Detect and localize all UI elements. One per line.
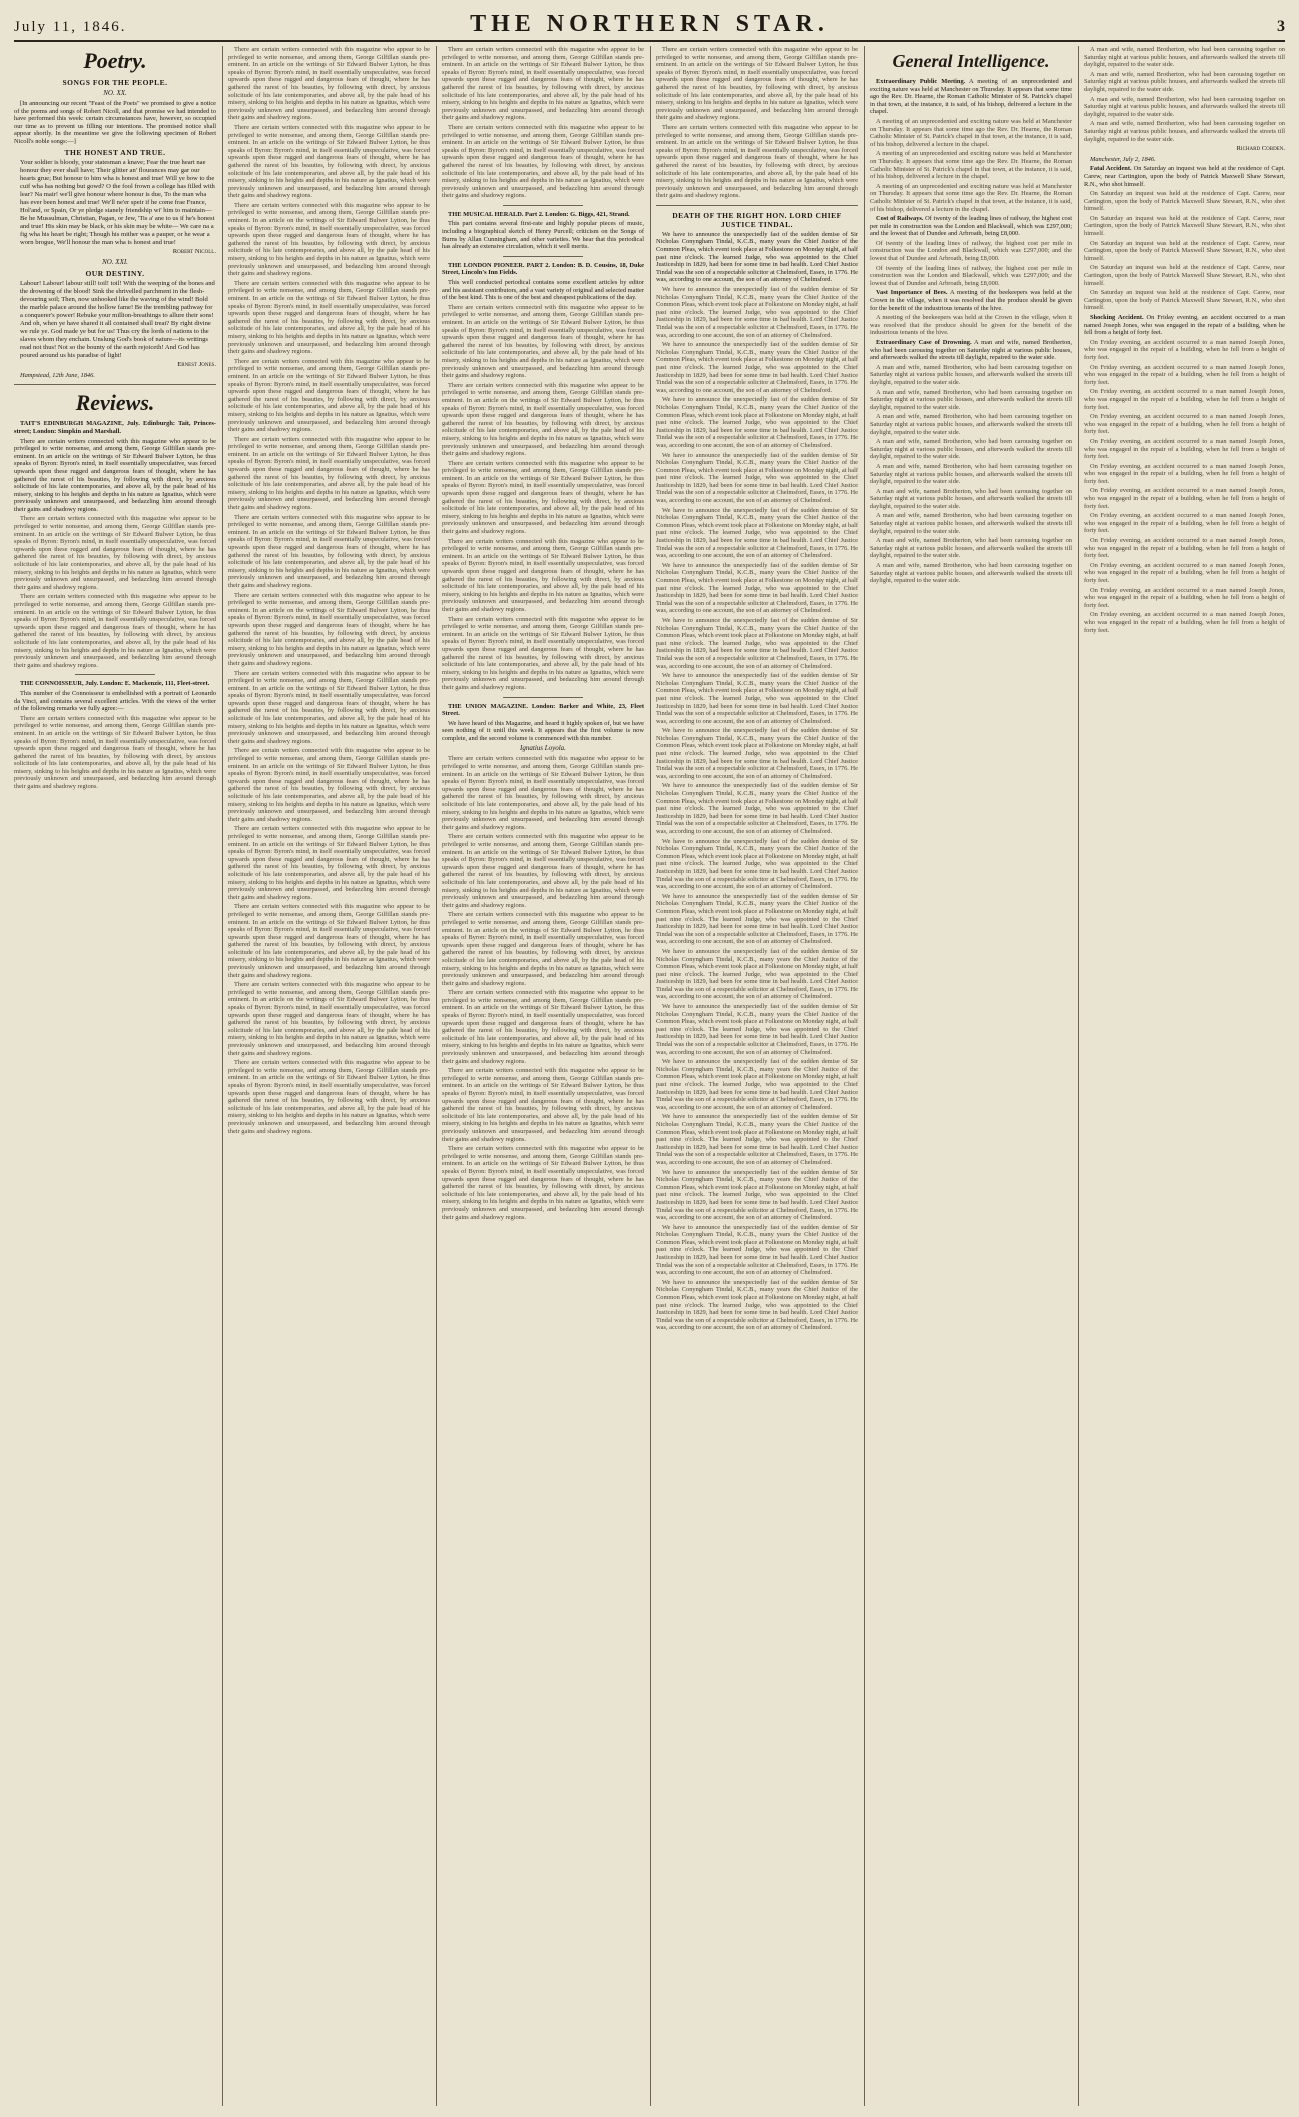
intelligence-section-title: General Intelligence. xyxy=(892,51,1050,71)
news-text: On Saturday an inquest was held at the residence of Capt. Carew, near Cartington, upon the body of Patrick Maxwell Shaw Stewart, R.N., who shot himself. xyxy=(1084,165,1285,188)
news-heading: Extraordinary Case of Drowning. xyxy=(876,339,972,346)
article-text: There are certain writers connected with this magazine who appear to be privileged to write nonsense, and among them, George Gilfillan stands pre-eminent. In an article on the writings of Sir Edward Bulwer Lytton, he thus speaks of Byron: Byron's mind, in itself essentially unspeculative, was forced upwards upon these rugged and dangerous fears of thought, where he has gathered the rarest of his beauties, by following with direct, by anxious solicitude of his late contemporaries, and above all, by the pale head of his misery, sinking to his heights and depths in his nature as Ignatius, which were previously unknown and unsurpassed, and bedazzling him around through their gains and shadowy regions. xyxy=(656,123,858,200)
tindal-heading: DEATH OF THE RIGHT HON. LORD CHIEF JUSTICE TINDAL. xyxy=(672,210,842,229)
review-text-continued: There are certain writers connected with this magazine who appear to be privileged to write nonsense, and among them, George Gilfillan stands pre-eminent. In an article on the writings of Sir Edward Bulwer Lytton, he thus speaks of Byron: Byron's mind, in itself essentially unspeculative, was forced upwards upon these rugged and dangerous fears of thought, where he has gathered the rarest of his beauties, by following with direct, by anxious solicitude of his late contemporaries, and above all, by the pale head of his misery, sinking to his heights and depths in his nature as Ignatius, which were previously unknown and unsurpassed, and bedazzling him around through their gains and shadowy regions. xyxy=(228,591,430,667)
poem-place-date: Hampstead, 12th June, 1846. xyxy=(20,371,95,379)
news-text-continued: A man and wife, named Brotherton, who had been carousing together on Saturday night at various public houses, and afterwards walked the streets till daylight, repaired to the water side. xyxy=(870,512,1072,535)
news-text-continued: A man and wife, named Brotherton, who had been carousing together on Saturday night at various public houses, and afterwards walked the streets till daylight, repaired to the water side. xyxy=(1084,70,1285,93)
poetry-series-title: SONGS FOR THE PEOPLE. xyxy=(62,78,168,87)
news-text-continued: On Friday evening, an accident occurred to a man named Joseph Jones, who was engaged in the repair of a building, when he fell from a height of forty feet. xyxy=(1084,512,1285,535)
review-text-continued: There are certain writers connected with this magazine who appear to be privileged to write nonsense, and among them, George Gilfillan stands pre-eminent. In an article on the writings of Sir Edward Bulwer Lytton, he thus speaks of Byron: Byron's mind, in itself essentially unspeculative, was forced upwards upon these rugged and dangerous fears of thought, where he has gathered the rarest of his beauties, by following with direct, by anxious solicitude of his late contemporaries, and above all, by the pale head of his misery, sinking to his heights and depths in his nature as Ignatius, which were previously unknown and unsurpassed, and bedazzling him around through their gains and shadowy regions. xyxy=(228,669,430,745)
news-text-continued: On Friday evening, an accident occurred to a man named Joseph Jones, who was engaged in the repair of a building, when he fell from a height of forty feet. xyxy=(1084,487,1285,510)
news-heading: Fatal Accident. xyxy=(1090,165,1132,173)
column-periodicals xyxy=(442,46,644,2106)
column-intelligence xyxy=(870,46,1072,2106)
review-text-continued: There are certain writers connected with this magazine who appear to be privileged to write nonsense, and among them, George Gilfillan stands pre-eminent. In an article on the writings of Sir Edward Bulwer Lytton, he thus speaks of Byron: Byron's mind, in itself essentially unspeculative, was forced upwards upon these rugged and dangerous fears of thought, where he has gathered the rarest of his beauties, by following with direct, by anxious solicitude of his late contemporaries, and above all, by the pale head of his misery, sinking to his heights and depths in his nature as Ignatius, which were previously unknown and unsurpassed, and bedazzling him around through their gains and shadowy regions. xyxy=(442,123,644,200)
review-text-continued: There are certain writers connected with this magazine who appear to be privileged to write nonsense, and among them, George Gilfillan stands pre-eminent. In an article on the writings of Sir Edward Bulwer Lytton, he thus speaks of Byron: Byron's mind, in itself essentially unspeculative, was forced upwards upon these rugged and dangerous fears of thought, where he has gathered the rarest of his beauties, by following with direct, by anxious solicitude of his late contemporaries, and above all, by the pale head of his misery, sinking to his heights and depths in his nature as Ignatius, which were previously unknown and unsurpassed, and bedazzling him around through their gains and shadowy regions. xyxy=(228,1059,430,1135)
column-tindal xyxy=(656,46,858,2106)
tindal-text-continued: We have to announce the unexpectedly fast of the sudden demise of Sir Nicholas Conyngham Tindal, K.C.B., many years the Chief Justice of the Common Pleas, which event took place at Folkestone on Monday night, at half past nine o'clock. The learned Judge, who was appointed to the Chief Justiceship in 1829, had been for some time in bad health. Lord Chief Justice Tindal was the son of a respectable solicitor at Chelmsford, Essex, in 1776. He was, according to one account, the son of an attorney of Chelmsford. xyxy=(656,1223,858,1277)
news-text-continued: A man and wife, named Brotherton, who had been carousing together on Saturday night at various public houses, and afterwards walked the streets till daylight, repaired to the water side. xyxy=(1084,120,1285,143)
news-text-continued: On Friday evening, an accident occurred to a man named Joseph Jones, who was engaged in the repair of a building, when he fell from a height of forty feet. xyxy=(1084,338,1285,361)
news-text-continued: Of twenty of the leading lines of railway, the highest cost per mile in construction was the London and Blackwall, which was £297,000; and the lowest that of Dundee and Arbroath, being £8,000. xyxy=(870,264,1072,287)
review-text-continued: There are certain writers connected with this magazine who appear to be privileged to write nonsense, and among them, George Gilfillan stands pre-eminent. In an article on the writings of Sir Edward Bulwer Lytton, he thus speaks of Byron: Byron's mind, in itself essentially unspeculative, was forced upwards upon these rugged and dangerous fears of thought, where he has gathered the rarest of his beauties, by following with direct, by anxious solicitude of his late contemporaries, and above all, by the pale head of his misery, sinking to his heights and depths in his nature as Ignatius, which were previously unknown and unsurpassed, and bedazzling him around through their gains and shadowy regions. xyxy=(442,381,644,458)
review-text-continued: There are certain writers connected with this magazine who appear to be privileged to write nonsense, and among them, George Gilfillan stands pre-eminent. In an article on the writings of Sir Edward Bulwer Lytton, he thus speaks of Byron: Byron's mind, in itself essentially unspeculative, was forced upwards upon these rugged and dangerous fears of thought, where he has gathered the rarest of his beauties, by following with direct, by anxious solicitude of his late contemporaries, and above all, by the pale head of his misery, sinking to his heights and depths in his nature as Ignatius, which were previously unknown and unsurpassed, and bedazzling him around through their gains and shadowy regions. xyxy=(228,513,430,589)
review-text: This number of the Connoisseur is embellished with a portrait of Leonardo da Vinci, and contains several excellent articles. With the views of the writer of the following remarks we fully agree:— xyxy=(14,689,216,713)
tindal-text-continued: We have to announce the unexpectedly fast of the sudden demise of Sir Nicholas Conyngham Tindal, K.C.B., many years the Chief Justice of the Common Pleas, which event took place at Folkestone on Monday night, at half past nine o'clock. The learned Judge, who was appointed to the Chief Justiceship in 1829, had been for some time in bad health. Lord Chief Justice Tindal was the son of a respectable solicitor at Chelmsford, Essex, in 1776. He was, according to one account, the son of an attorney of Chelmsford. xyxy=(656,1113,858,1166)
tindal-text-continued: We have to announce the unexpectedly fast of the sudden demise of Sir Nicholas Conyngham Tindal, K.C.B., many years the Chief Justice of the Common Pleas, which event took place at Folkestone on Monday night, at half past nine o'clock. The learned Judge, who was appointed to the Chief Justiceship in 1829, had been for some time in bad health. Lord Chief Justice Tindal was the son of a respectable solicitor at Chelmsford, Essex, in 1776. He was, according to one account, the son of an attorney of Chelmsford. xyxy=(656,396,858,449)
review-text-continued: There are certain writers connected with this magazine who appear to be privileged to write nonsense, and among them, George Gilfillan stands pre-eminent. In an article on the writings of Sir Edward Bulwer Lytton, he thus speaks of Byron: Byron's mind, in itself essentially unspeculative, was forced upwards upon these rugged and dangerous fears of thought, where he has gathered the rarest of his beauties, by following with direct, by anxious solicitude of his late contemporaries, and above all, by the pale head of his misery, sinking to his heights and depths in his nature as Ignatius, which were previously unknown and unsurpassed, and bedazzling him around through their gains and shadowy regions. xyxy=(442,755,644,831)
review-text-continued: There are certain writers connected with this magazine who appear to be privileged to write nonsense, and among them, George Gilfillan stands pre-eminent. In an article on the writings of Sir Edward Bulwer Lytton, he thus speaks of Byron: Byron's mind, in itself essentially unspeculative, was forced upwards upon these rugged and dangerous fears of thought, where he has gathered the rarest of his beauties, by following with direct, by anxious solicitude of his late contemporaries, and above all, by the pale head of his misery, sinking to his heights and depths in his nature as Ignatius, which were previously unknown and unsurpassed, and bedazzling him around through their gains and shadowy regions. xyxy=(442,1145,644,1221)
masthead xyxy=(14,10,1285,42)
page-number: 3 xyxy=(1276,18,1285,35)
news-text-continued: A meeting of an unprecedented and exciting nature was held at Manchester on Thursday. It appears that some time ago the Rev. Dr. Hearne, the Roman Catholic Minister of St. Patrick's chapel in that town, at the instance, it is said, of his bishop, delivered a lecture in the chapel. xyxy=(870,150,1072,181)
poem-text: Your soldier is bloody, your statesman a knave; Fear the true heart nae honour they ever shall have; Their glitter an' flourances may gar our hearts grue; But honour to him wha is honest and true! Will ye bow to the cuif wha has nothing but gowd? O the fool frown a college has filled with lear? Na mair! we'll give honour where honour is due, To the man wha has ever been honest and true! We'll ne'er speir if he come frae France, Hol'and, or Spain, Or ye pledge stanely friendship wi' him to maintain— Be he Mussulman, Christian, Pagan, or Jew, 'Tis a' ane to us if he's honest and true! His skin may be black, or his skin may be white— We care na a fig wha his heart be right; Though his mither was a pauper, or he wear a worn brogue, We'll honour the man wha is honest and true! xyxy=(20,158,215,246)
column-rule xyxy=(1078,46,1079,2106)
tindal-text: We have to announce the unexpectedly fast of the sudden demise of Sir Nicholas Conyngham Tindal, K.C.B., many years the Chief Justice of the Common Pleas, which event took place at Folkestone on Monday night, at half past nine o'clock. The learned Judge, who was appointed to the Chief Justiceship in 1829, had been for some time in bad health. Lord Chief Justice Tindal was the son of a respectable solicitor at Chelmsford, Essex, in 1776. He was, according to one account, the son of an attorney of Chelmsford. xyxy=(656,230,858,284)
news-text-continued: On Friday evening, an accident occurred to a man named Joseph Jones, who was engaged in the repair of a building, when he fell from a height of forty feet. xyxy=(1084,561,1285,584)
tindal-text-continued: We have to announce the unexpectedly fast of the sudden demise of Sir Nicholas Conyngham Tindal, K.C.B., many years the Chief Justice of the Common Pleas, which event took place at Folkestone on Monday night, at half past nine o'clock. The learned Judge, who was appointed to the Chief Justiceship in 1829, had been for some time in bad health. Lord Chief Justice Tindal was the son of a respectable solicitor at Chelmsford, Essex, in 1776. He was, according to one account, the son of an attorney of Chelmsford. xyxy=(656,1003,858,1056)
news-text-continued: A meeting of an unprecedented and exciting nature was held at Manchester on Thursday. It appears that some time ago the Rev. Dr. Hearne, the Roman Catholic Minister of St. Patrick's chapel in that town, at the instance, it is said, of his bishop, delivered a lecture in the chapel. xyxy=(870,182,1072,213)
column-poetry xyxy=(14,46,216,2106)
news-text-continued: A man and wife, named Brotherton, who had been carousing together on Saturday night at various public houses, and afterwards walked the streets till daylight, repaired to the water side. xyxy=(870,413,1072,436)
review-text: We have heard of this Magazine, and heard it highly spoken of, but we have seen nothing of it until this week. It appears that the first volume is now complete, and the second volume is commenced with this number. xyxy=(442,719,644,742)
review-text-continued: There are certain writers connected with this magazine who appear to be privileged to write nonsense, and among them, George Gilfillan stands pre-eminent. In an article on the writings of Sir Edward Bulwer Lytton, he thus speaks of Byron: Byron's mind, in itself essentially unspeculative, was forced upwards upon these rugged and dangerous fears of thought, where he has gathered the rarest of his beauties, by following with direct, by anxious solicitude of his late contemporaries, and above all, by the pale head of his misery, sinking to his heights and depths in his nature as Ignatius, which were previously unknown and unsurpassed, and bedazzling him around through their gains and shadowy regions. xyxy=(442,911,644,987)
news-text-continued: On Friday evening, an accident occurred to a man named Joseph Jones, who was engaged in the repair of a building, when he fell from a height of forty feet. xyxy=(1084,388,1285,411)
news-text-continued: On Friday evening, an accident occurred to a man named Joseph Jones, who was engaged in the repair of a building, when he fell from a height of forty feet. xyxy=(1084,413,1285,436)
poetry-intro: [In announcing our recent "Feast of the Poets" we promised to give a notice of the poems and songs of Robert Nicoll, and that promise we had intended to have performed this week: certain circumstances have, however, so occupied our time as to prevent us filling our intentions. The promised notice shall appear shortly. In the meantime we give the following specimen of Robert Nicoll's noble songs:—] xyxy=(14,100,216,145)
news-text-continued: On Friday evening, an accident occurred to a man named Joseph Jones, who was engaged in the repair of a building, when he fell from a height of forty feet. xyxy=(1084,611,1285,634)
review-text-continued: There are certain writers connected with this magazine who appear to be privileged to write nonsense, and among them, George Gilfillan stands pre-eminent. In an article on the writings of Sir Edward Bulwer Lytton, he thus speaks of Byron: Byron's mind, in itself essentially unspeculative, was forced upwards upon these rugged and dangerous fears of thought, where he has gathered the rarest of his beauties, by following with direct, by anxious solicitude of his late contemporaries, and above all, by the pale head of his misery, sinking to his heights and depths in his nature as Ignatius, which were previously unknown and unsurpassed, and bedazzling him around through their gains and shadowy regions. xyxy=(228,46,430,122)
review-text-continued: There are certain writers connected with this magazine who appear to be privileged to write nonsense, and among them, George Gilfillan stands pre-eminent. In an article on the writings of Sir Edward Bulwer Lytton, he thus speaks of Byron: Byron's mind, in itself essentially unspeculative, was forced upwards upon these rugged and dangerous fears of thought, where he has gathered the rarest of his beauties, by following with direct, by anxious solicitude of his late contemporaries, and above all, by the pale head of his misery, sinking to his heights and depths in his nature as Ignatius, which were previously unknown and unsurpassed, and bedazzling him around through their gains and shadowy regions. xyxy=(228,825,430,901)
divider xyxy=(75,674,156,675)
review-heading: THE MUSICAL HERALD. Part 2. London: G. Biggs, 421, Strand. xyxy=(448,210,630,218)
review-text: There are certain writers connected with this magazine who appear to be privileged to write nonsense, and among them, George Gilfillan stands pre-eminent. In an article on the writings of Sir Edward Bulwer Lytton, he thus speaks of Byron: Byron's mind, in itself essentially unspeculative, was forced upwards upon these rugged and dangerous fears of thought, where he has gathered the rarest of his beauties, by following with direct, by anxious solicitude of his late contemporaries, and above all, by the pale head of his misery, sinking to his heights and depths in his nature as Ignatius, which were previously unknown and unsurpassed, and bedazzling him around through their gains and shadowy regions. xyxy=(14,437,216,513)
reviews-section-title: Reviews. xyxy=(75,390,155,416)
poem-number: NO. XXI. xyxy=(102,258,128,267)
news-text: A meeting of the beekeepers was held at the Crown in the village, when it was resolved that the produce should be given for the benefit of the industrious tenants of the hive. xyxy=(870,289,1072,312)
news-text: A meeting of an unprecedented and exciting nature was held at Manchester on Thursday. It appears that some time ago the Rev. Dr. Hearne, the Roman Catholic Minister of St. Patrick's chapel in that town, at the instance, it is said, of his bishop, delivered a lecture in the chapel. xyxy=(870,78,1072,116)
column-rule xyxy=(222,46,223,2106)
tindal-text-continued: We have to announce the unexpectedly fast of the sudden demise of Sir Nicholas Conyngham Tindal, K.C.B., many years the Chief Justice of the Common Pleas, which event took place at Folkestone on Monday night, at half past nine o'clock. The learned Judge, who was appointed to the Chief Justiceship in 1829, had been for some time in bad health. Lord Chief Justice Tindal was the son of a respectable solicitor at Chelmsford, Essex, in 1776. He was, according to one account, the son of an attorney of Chelmsford. xyxy=(656,561,858,615)
news-text-continued: A man and wife, named Brotherton, who had been carousing together on Saturday night at various public houses, and afterwards walked the streets till daylight, repaired to the water side. xyxy=(870,363,1072,386)
news-text-continued: Of twenty of the leading lines of railway, the highest cost per mile in construction was the London and Blackwall, which was £297,000; and the lowest that of Dundee and Arbroath, being £8,000. xyxy=(870,239,1072,263)
news-heading: Extraordinary Public Meeting. xyxy=(876,78,966,85)
news-text-continued: On Friday evening, an accident occurred to a man named Joseph Jones, who was engaged in the repair of a building, when he fell from a height of forty feet. xyxy=(1084,586,1285,609)
tindal-text-continued: We have to announce the unexpectedly fast of the sudden demise of Sir Nicholas Conyngham Tindal, K.C.B., many years the Chief Justice of the Common Pleas, which event took place at Folkestone on Monday night, at half past nine o'clock. The learned Judge, who was appointed to the Chief Justiceship in 1829, had been for some time in bad health. Lord Chief Justice Tindal was the son of a respectable solicitor at Chelmsford, Essex, in 1776. He was, according to one account, the son of an attorney of Chelmsford. xyxy=(656,506,858,560)
column-rule xyxy=(864,46,865,2106)
tindal-text-continued: We have to announce the unexpectedly fast of the sudden demise of Sir Nicholas Conyngham Tindal, K.C.B., many years the Chief Justice of the Common Pleas, which event took place at Folkestone on Monday night, at half past nine o'clock. The learned Judge, who was appointed to the Chief Justiceship in 1829, had been for some time in bad health. Lord Chief Justice Tindal was the son of a respectable solicitor at Chelmsford, Essex, in 1776. He was, according to one account, the son of an attorney of Chelmsford. xyxy=(656,451,858,505)
review-text-continued: There are certain writers connected with this magazine who appear to be privileged to write nonsense, and among them, George Gilfillan stands pre-eminent. In an article on the writings of Sir Edward Bulwer Lytton, he thus speaks of Byron: Byron's mind, in itself essentially unspeculative, was forced upwards upon these rugged and dangerous fears of thought, where he has gathered the rarest of his beauties, by following with direct, by anxious solicitude of his late contemporaries, and above all, by the pale head of his misery, sinking to his heights and depths in his nature as Ignatius, which were previously unknown and unsurpassed, and bedazzling him around through their gains and shadowy regions. xyxy=(442,989,644,1065)
news-text-continued: On Saturday an inquest was held at the residence of Capt. Carew, near Cartington, upon the body of Patrick Maxwell Shaw Stewart, R.N., who shot himself. xyxy=(1084,289,1285,312)
review-text-continued: There are certain writers connected with this magazine who appear to be privileged to write nonsense, and among them, George Gilfillan stands pre-eminent. In an article on the writings of Sir Edward Bulwer Lytton, he thus speaks of Byron: Byron's mind, in itself essentially unspeculative, was forced upwards upon these rugged and dangerous fears of thought, where he has gathered the rarest of his beauties, by following with direct, by anxious solicitude of his late contemporaries, and above all, by the pale head of his misery, sinking to his heights and depths in his nature as Ignatius, which were previously unknown and unsurpassed, and bedazzling him around through their gains and shadowy regions. xyxy=(228,279,430,356)
news-heading: Cost of Railways. xyxy=(876,215,924,223)
tindal-text-continued: We have to announce the unexpectedly fast of the sudden demise of Sir Nicholas Conyngham Tindal, K.C.B., many years the Chief Justice of the Common Pleas, which event took place at Folkestone on Monday night, at half past nine o'clock. The learned Judge, who was appointed to the Chief Justiceship in 1829, had been for some time in bad health. Lord Chief Justice Tindal was the son of a respectable solicitor at Chelmsford, Essex, in 1776. He was, according to one account, the son of an attorney of Chelmsford. xyxy=(656,837,858,891)
divider xyxy=(503,256,584,257)
tindal-text-continued: We have to announce the unexpectedly fast of the sudden demise of Sir Nicholas Conyngham Tindal, K.C.B., many years the Chief Justice of the Common Pleas, which event took place at Folkestone on Monday night, at half past nine o'clock. The learned Judge, who was appointed to the Chief Justiceship in 1829, had been for some time in bad health. Lord Chief Justice Tindal was the son of a respectable solicitor at Chelmsford, Essex, in 1776. He was, according to one account, the son of an attorney of Chelmsford. xyxy=(656,1168,858,1222)
news-heading: Shocking Accident. xyxy=(1090,314,1144,321)
review-heading: THE UNION MAGAZINE. London: Barker and White, 23, Fleet Street. xyxy=(442,702,644,718)
review-heading: THE LONDON PIONEER. PART 2. London: B. D. Cousins, 18, Duke Street, Lincoln's Inn Fields. xyxy=(442,261,644,277)
news-text-continued: On Friday evening, an accident occurred to a man named Joseph Jones, who was engaged in the repair of a building, when he fell from a height of forty feet. xyxy=(1084,363,1285,386)
poem-author: Ernest Jones. xyxy=(177,361,216,369)
poem-title: OUR DESTINY. xyxy=(85,269,145,279)
review-text-continued: There are certain writers connected with this magazine who appear to be privileged to write nonsense, and among them, George Gilfillan stands pre-eminent. In an article on the writings of Sir Edward Bulwer Lytton, he thus speaks of Byron: Byron's mind, in itself essentially unspeculative, was forced upwards upon these rugged and dangerous fears of thought, where he has gathered the rarest of his beauties, by following with direct, by anxious solicitude of his late contemporaries, and above all, by the pale head of his misery, sinking to his heights and depths in his nature as Ignatius, which were previously unknown and unsurpassed, and bedazzling him around through their gains and shadowy regions. xyxy=(228,123,430,200)
review-text-continued: There are certain writers connected with this magazine who appear to be privileged to write nonsense, and among them, George Gilfillan stands pre-eminent. In an article on the writings of Sir Edward Bulwer Lytton, he thus speaks of Byron: Byron's mind, in itself essentially unspeculative, was forced upwards upon these rugged and dangerous fears of thought, where he has gathered the rarest of his beauties, by following with direct, by anxious solicitude of his late contemporaries, and above all, by the pale head of his misery, sinking to his heights and depths in his nature as Ignatius, which were previously unknown and unsurpassed, and bedazzling him around through their gains and shadowy regions. xyxy=(14,593,216,669)
column-rule xyxy=(650,46,651,2106)
divider xyxy=(503,205,584,206)
news-text-continued: On Saturday an inquest was held at the residence of Capt. Carew, near Cartington, upon the body of Patrick Maxwell Shaw Stewart, R.N., who shot himself. xyxy=(1084,264,1285,287)
tindal-text-continued: We have to announce the unexpectedly fast of the sudden demise of Sir Nicholas Conyngham Tindal, K.C.B., many years the Chief Justice of the Common Pleas, which event took place at Folkestone on Monday night, at half past nine o'clock. The learned Judge, who was appointed to the Chief Justiceship in 1829, had been for some time in bad health. Lord Chief Justice Tindal was the son of a respectable solicitor at Chelmsford, Essex, in 1776. He was, according to one account, the son of an attorney of Chelmsford. xyxy=(656,782,858,835)
review-text-continued: There are certain writers connected with this magazine who appear to be privileged to write nonsense, and among them, George Gilfillan stands pre-eminent. In an article on the writings of Sir Edward Bulwer Lytton, he thus speaks of Byron: Byron's mind, in itself essentially unspeculative, was forced upwards upon these rugged and dangerous fears of thought, where he has gathered the rarest of his beauties, by following with direct, by anxious solicitude of his late contemporaries, and above all, by the pale head of his misery, sinking to his heights and depths in his nature as Ignatius, which were previously unknown and unsurpassed, and bedazzling him around through their gains and shadowy regions. xyxy=(14,714,216,791)
tindal-text-continued: We have to announce the unexpectedly fast of the sudden demise of Sir Nicholas Conyngham Tindal, K.C.B., many years the Chief Justice of the Common Pleas, which event took place at Folkestone on Monday night, at half past nine o'clock. The learned Judge, who was appointed to the Chief Justiceship in 1829, had been for some time in bad health. Lord Chief Justice Tindal was the son of a respectable solicitor at Chelmsford, Essex, in 1776. He was, according to one account, the son of an attorney of Chelmsford. xyxy=(656,341,858,394)
review-text-continued: There are certain writers connected with this magazine who appear to be privileged to write nonsense, and among them, George Gilfillan stands pre-eminent. In an article on the writings of Sir Edward Bulwer Lytton, he thus speaks of Byron: Byron's mind, in itself essentially unspeculative, was forced upwards upon these rugged and dangerous fears of thought, where he has gathered the rarest of his beauties, by following with direct, by anxious solicitude of his late contemporaries, and above all, by the pale head of his misery, sinking to his heights and depths in his nature as Ignatius, which were previously unknown and unsurpassed, and bedazzling him around through their gains and shadowy regions. xyxy=(228,201,430,278)
tindal-text-continued: We have to announce the unexpectedly fast of the sudden demise of Sir Nicholas Conyngham Tindal, K.C.B., many years the Chief Justice of the Common Pleas, which event took place at Folkestone on Monday night, at half past nine o'clock. The learned Judge, who was appointed to the Chief Justiceship in 1829, had been for some time in bad health. Lord Chief Justice Tindal was the son of a respectable solicitor at Chelmsford, Essex, in 1776. He was, according to one account, the son of an attorney of Chelmsford. xyxy=(656,1058,858,1111)
review-text: This part contains several first-rate and highly popular pieces of music, including a biographical sketch of Henry Purcell; criticism on the Songs of Burns by Allan Cunningham, and other varieties. We hear that this periodical has already an extensive circulation, which it well merits. xyxy=(442,220,644,251)
news-text-continued: On Friday evening, an accident occurred to a man named Joseph Jones, who was engaged in the repair of a building, when he fell from a height of forty feet. xyxy=(1084,537,1285,560)
divider xyxy=(14,384,216,385)
tindal-text-continued: We have to announce the unexpectedly fast of the sudden demise of Sir Nicholas Conyngham Tindal, K.C.B., many years the Chief Justice of the Common Pleas, which event took place at Folkestone on Monday night, at half past nine o'clock. The learned Judge, who was appointed to the Chief Justiceship in 1829, had been for some time in bad health. Lord Chief Justice Tindal was the son of a respectable solicitor at Chelmsford, Essex, in 1776. He was, according to one account, the son of an attorney of Chelmsford. xyxy=(656,727,858,780)
news-text-continued: A man and wife, named Brotherton, who had been carousing together on Saturday night at various public houses, and afterwards walked the streets till daylight, repaired to the water side. xyxy=(870,388,1072,411)
news-text-continued: A man and wife, named Brotherton, who had been carousing together on Saturday night at various public houses, and afterwards walked the streets till daylight, repaired to the water side. xyxy=(1084,95,1285,118)
news-text-continued: A man and wife, named Brotherton, who had been carousing together on Saturday night at various public houses, and afterwards walked the streets till daylight, repaired to the water side. xyxy=(870,537,1072,560)
review-text-continued: There are certain writers connected with this magazine who appear to be privileged to write nonsense, and among them, George Gilfillan stands pre-eminent. In an article on the writings of Sir Edward Bulwer Lytton, he thus speaks of Byron: Byron's mind, in itself essentially unspeculative, was forced upwards upon these rugged and dangerous fears of thought, where he has gathered the rarest of his beauties, by following with direct, by anxious solicitude of his late contemporaries, and above all, by the pale head of his misery, sinking to his heights and depths in his nature as Ignatius, which were previously unknown and unsurpassed, and bedazzling him around through their gains and shadowy regions. xyxy=(228,435,430,512)
news-text-continued: A meeting of the beekeepers was held at the Crown in the village, when it was resolved that the produce should be given for the benefit of the industrious tenants of the hive. xyxy=(870,314,1072,337)
review-text-continued: There are certain writers connected with this magazine who appear to be privileged to write nonsense, and among them, George Gilfillan stands pre-eminent. In an article on the writings of Sir Edward Bulwer Lytton, he thus speaks of Byron: Byron's mind, in itself essentially unspeculative, was forced upwards upon these rugged and dangerous fears of thought, where he has gathered the rarest of his beauties, by following with direct, by anxious solicitude of his late contemporaries, and above all, by the pale head of his misery, sinking to his heights and depths in his nature as Ignatius, which were previously unknown and unsurpassed, and bedazzling him around through their gains and shadowy regions. xyxy=(442,1067,644,1143)
review-heading: THE CONNOISSEUR, July. London: E. Mackenzie, 111, Fleet-street. xyxy=(20,680,210,688)
tindal-text-continued: We have to announce the unexpectedly fast of the sudden demise of Sir Nicholas Conyngham Tindal, K.C.B., many years the Chief Justice of the Common Pleas, which event took place at Folkestone on Monday night, at half past nine o'clock. The learned Judge, who was appointed to the Chief Justiceship in 1829, had been for some time in bad health. Lord Chief Justice Tindal was the son of a respectable solicitor at Chelmsford, Essex, in 1776. He was, according to one account, the son of an attorney of Chelmsford. xyxy=(656,1278,858,1332)
columns xyxy=(14,46,1285,2106)
tindal-text-continued: We have to announce the unexpectedly fast of the sudden demise of Sir Nicholas Conyngham Tindal, K.C.B., many years the Chief Justice of the Common Pleas, which event took place at Folkestone on Monday night, at half past nine o'clock. The learned Judge, who was appointed to the Chief Justiceship in 1829, had been for some time in bad health. Lord Chief Justice Tindal was the son of a respectable solicitor at Chelmsford, Essex, in 1776. He was, according to one account, the son of an attorney of Chelmsford. xyxy=(656,892,858,946)
news-text-continued: A man and wife, named Brotherton, who had been carousing together on Saturday night at various public houses, and afterwards walked the streets till daylight, repaired to the water side. xyxy=(870,462,1072,486)
letter-date: Manchester, July 2, 1846. xyxy=(1090,155,1156,163)
poem-text: Labour! Labour! labour still! toil! toil! With the weeping of the bones and the drowning of the blood! Sink the shrivelled parchment in the flesh-devouring soil; Then, now unhooked like the waving of the wind! Bold the marble palace around the hollow fame! Be the trembling pathway for a conquerer's power! Rebuke your million-breathings to allure their sons! And oh, when ye have shared it all contained shall treat? By right divine we rule ye. God made ye but for us! Thus cry the lords of nations to the slaves whom they enchain. Unslung God's book of nature—its writings read not thus! Not so the bounty of the earth rejoiceth! And God has poured around us his paradise of light! xyxy=(20,280,215,360)
review-text-continued: There are certain writers connected with this magazine who appear to be privileged to write nonsense, and among them, George Gilfillan stands pre-eminent. In an article on the writings of Sir Edward Bulwer Lytton, he thus speaks of Byron: Byron's mind, in itself essentially unspeculative, was forced upwards upon these rugged and dangerous fears of thought, where he has gathered the rarest of his beauties, by following with direct, by anxious solicitude of his late contemporaries, and above all, by the pale head of his misery, sinking to his heights and depths in his nature as Ignatius, which were previously unknown and unsurpassed, and bedazzling him around through their gains and shadowy regions. xyxy=(442,303,644,380)
column-reviews xyxy=(228,46,430,2106)
review-text-continued: There are certain writers connected with this magazine who appear to be privileged to write nonsense, and among them, George Gilfillan stands pre-eminent. In an article on the writings of Sir Edward Bulwer Lytton, he thus speaks of Byron: Byron's mind, in itself essentially unspeculative, was forced upwards upon these rugged and dangerous fears of thought, where he has gathered the rarest of his beauties, by following with direct, by anxious solicitude of his late contemporaries, and above all, by the pale head of his misery, sinking to his heights and depths in his nature as Ignatius, which were previously unknown and unsurpassed, and bedazzling him around through their gains and shadowy regions. xyxy=(442,615,644,691)
news-text-continued: A man and wife, named Brotherton, who had been carousing together on Saturday night at various public houses, and afterwards walked the streets till daylight, repaired to the water side. xyxy=(870,438,1072,461)
news-text: On Friday evening, an accident occurred to a man named Joseph Jones, who was engaged in the repair of a building, when he fell from a height of forty feet. xyxy=(1084,314,1285,337)
review-text-continued: There are certain writers connected with this magazine who appear to be privileged to write nonsense, and among them, George Gilfillan stands pre-eminent. In an article on the writings of Sir Edward Bulwer Lytton, he thus speaks of Byron: Byron's mind, in itself essentially unspeculative, was forced upwards upon these rugged and dangerous fears of thought, where he has gathered the rarest of his beauties, by following with direct, by anxious solicitude of his late contemporaries, and above all, by the pale head of his misery, sinking to his heights and depths in his nature as Ignatius, which were previously unknown and unsurpassed, and bedazzling him around through their gains and shadowy regions. xyxy=(442,459,644,536)
divider xyxy=(656,205,858,206)
column-rule xyxy=(436,46,437,2106)
poem-number: NO. XX. xyxy=(103,89,127,97)
news-text-continued: On Saturday an inquest was held at the residence of Capt. Carew, near Cartington, upon the body of Patrick Maxwell Shaw Stewart, R.N., who shot himself. xyxy=(1084,214,1285,238)
newspaper-title: THE NORTHERN STAR. xyxy=(470,11,829,37)
poetry-section-title: Poetry. xyxy=(83,48,147,73)
review-text-continued: There are certain writers connected with this magazine who appear to be privileged to write nonsense, and among them, George Gilfillan stands pre-eminent. In an article on the writings of Sir Edward Bulwer Lytton, he thus speaks of Byron: Byron's mind, in itself essentially unspeculative, was forced upwards upon these rugged and dangerous fears of thought, where he has gathered the rarest of his beauties, by following with direct, by anxious solicitude of his late contemporaries, and above all, by the pale head of his misery, sinking to his heights and depths in his nature as Ignatius, which were previously unknown and unsurpassed, and bedazzling him around through their gains and shadowy regions. xyxy=(228,981,430,1057)
review-text: This well conducted periodical contains some excellent articles by editor and his assistant contributors, and a vast variety of original and selected matter of the best kind. This is one of the best and cheapest publications of the day. xyxy=(442,279,644,302)
letter-signature: Richard Cobden. xyxy=(1236,145,1285,153)
news-heading: Vast Importance of Bees. xyxy=(876,289,948,297)
tindal-text-continued: We have to announce the unexpectedly fast of the sudden demise of Sir Nicholas Conyngham Tindal, K.C.B., many years the Chief Justice of the Common Pleas, which event took place at Folkestone on Monday night, at half past nine o'clock. The learned Judge, who was appointed to the Chief Justiceship in 1829, had been for some time in bad health. Lord Chief Justice Tindal was the son of a respectable solicitor at Chelmsford, Essex, in 1776. He was, according to one account, the son of an attorney of Chelmsford. xyxy=(656,947,858,1001)
poem-title: THE HONEST AND TRUE. xyxy=(64,147,166,157)
news-text-continued: A man and wife, named Brotherton, who had been carousing together on Saturday night at various public houses, and afterwards walked the streets till daylight, repaired to the water side. xyxy=(1084,46,1285,69)
poem-author: Robert Nicoll. xyxy=(172,247,216,255)
news-text: Of twenty of the leading lines of railway, the highest cost per mile in construction was the London and Blackwall, which was £297,000; and the lowest that of Dundee and Arbroath, being £8,000. xyxy=(870,215,1072,238)
review-subtitle: Ignatius Loyola. xyxy=(520,744,566,753)
news-text-continued: On Saturday an inquest was held at the residence of Capt. Carew, near Cartington, upon the body of Patrick Maxwell Shaw Stewart, R.N., who shot himself. xyxy=(1084,190,1285,213)
article-text: There are certain writers connected with this magazine who appear to be privileged to write nonsense, and among them, George Gilfillan stands pre-eminent. In an article on the writings of Sir Edward Bulwer Lytton, he thus speaks of Byron: Byron's mind, in itself essentially unspeculative, was forced upwards upon these rugged and dangerous fears of thought, where he has gathered the rarest of his beauties, by following with direct, by anxious solicitude of his late contemporaries, and above all, by the pale head of his misery, sinking to his heights and depths in his nature as Ignatius, which were previously unknown and unsurpassed, and bedazzling him around through their gains and shadowy regions. xyxy=(656,46,858,122)
column-intelligence-continued xyxy=(1084,46,1285,2106)
review-text-continued: There are certain writers connected with this magazine who appear to be privileged to write nonsense, and among them, George Gilfillan stands pre-eminent. In an article on the writings of Sir Edward Bulwer Lytton, he thus speaks of Byron: Byron's mind, in itself essentially unspeculative, was forced upwards upon these rugged and dangerous fears of thought, where he has gathered the rarest of his beauties, by following with direct, by anxious solicitude of his late contemporaries, and above all, by the pale head of his misery, sinking to his heights and depths in his nature as Ignatius, which were previously unknown and unsurpassed, and bedazzling him around through their gains and shadowy regions. xyxy=(442,833,644,909)
tindal-text-continued: We have to announce the unexpectedly fast of the sudden demise of Sir Nicholas Conyngham Tindal, K.C.B., many years the Chief Justice of the Common Pleas, which event took place at Folkestone on Monday night, at half past nine o'clock. The learned Judge, who was appointed to the Chief Justiceship in 1829, had been for some time in bad health. Lord Chief Justice Tindal was the son of a respectable solicitor at Chelmsford, Essex, in 1776. He was, according to one account, the son of an attorney of Chelmsford. xyxy=(656,286,858,339)
tindal-text-continued: We have to announce the unexpectedly fast of the sudden demise of Sir Nicholas Conyngham Tindal, K.C.B., many years the Chief Justice of the Common Pleas, which event took place at Folkestone on Monday night, at half past nine o'clock. The learned Judge, who was appointed to the Chief Justiceship in 1829, had been for some time in bad health. Lord Chief Justice Tindal was the son of a respectable solicitor at Chelmsford, Essex, in 1776. He was, according to one account, the son of an attorney of Chelmsford. xyxy=(656,672,858,725)
news-text-continued: On Friday evening, an accident occurred to a man named Joseph Jones, who was engaged in the repair of a building, when he fell from a height of forty feet. xyxy=(1084,462,1285,485)
divider xyxy=(503,697,584,698)
news-text-continued: A meeting of an unprecedented and exciting nature was held at Manchester on Thursday. It appears that some time ago the Rev. Dr. Hearne, the Roman Catholic Minister of St. Patrick's chapel in that town, at the instance, it is said, of his bishop, delivered a lecture in the chapel. xyxy=(870,117,1072,148)
review-text-continued: There are certain writers connected with this magazine who appear to be privileged to write nonsense, and among them, George Gilfillan stands pre-eminent. In an article on the writings of Sir Edward Bulwer Lytton, he thus speaks of Byron: Byron's mind, in itself essentially unspeculative, was forced upwards upon these rugged and dangerous fears of thought, where he has gathered the rarest of his beauties, by following with direct, by anxious solicitude of his late contemporaries, and above all, by the pale head of his misery, sinking to his heights and depths in his nature as Ignatius, which were previously unknown and unsurpassed, and bedazzling him around through their gains and shadowy regions. xyxy=(228,747,430,823)
review-text-continued: There are certain writers connected with this magazine who appear to be privileged to write nonsense, and among them, George Gilfillan stands pre-eminent. In an article on the writings of Sir Edward Bulwer Lytton, he thus speaks of Byron: Byron's mind, in itself essentially unspeculative, was forced upwards upon these rugged and dangerous fears of thought, where he has gathered the rarest of his beauties, by following with direct, by anxious solicitude of his late contemporaries, and above all, by the pale head of his misery, sinking to his heights and depths in his nature as Ignatius, which were previously unknown and unsurpassed, and bedazzling him around through their gains and shadowy regions. xyxy=(442,46,644,122)
review-text-continued: There are certain writers connected with this magazine who appear to be privileged to write nonsense, and among them, George Gilfillan stands pre-eminent. In an article on the writings of Sir Edward Bulwer Lytton, he thus speaks of Byron: Byron's mind, in itself essentially unspeculative, was forced upwards upon these rugged and dangerous fears of thought, where he has gathered the rarest of his beauties, by following with direct, by anxious solicitude of his late contemporaries, and above all, by the pale head of his misery, sinking to his heights and depths in his nature as Ignatius, which were previously unknown and unsurpassed, and bedazzling him around through their gains and shadowy regions. xyxy=(228,903,430,979)
news-text-continued: A man and wife, named Brotherton, who had been carousing together on Saturday night at various public houses, and afterwards walked the streets till daylight, repaired to the water side. xyxy=(870,562,1072,585)
news-text: A man and wife, named Brotherton, who had been carousing together on Saturday night at various public houses, and afterwards walked the streets till daylight, repaired to the water side. xyxy=(870,339,1072,362)
news-text-continued: On Saturday an inquest was held at the residence of Capt. Carew, near Cartington, upon the body of Patrick Maxwell Shaw Stewart, R.N., who shot himself. xyxy=(1084,239,1285,262)
review-text-continued: There are certain writers connected with this magazine who appear to be privileged to write nonsense, and among them, George Gilfillan stands pre-eminent. In an article on the writings of Sir Edward Bulwer Lytton, he thus speaks of Byron: Byron's mind, in itself essentially unspeculative, was forced upwards upon these rugged and dangerous fears of thought, where he has gathered the rarest of his beauties, by following with direct, by anxious solicitude of his late contemporaries, and above all, by the pale head of his misery, sinking to his heights and depths in his nature as Ignatius, which were previously unknown and unsurpassed, and bedazzling him around through their gains and shadowy regions. xyxy=(442,537,644,613)
tindal-text-continued: We have to announce the unexpectedly fast of the sudden demise of Sir Nicholas Conyngham Tindal, K.C.B., many years the Chief Justice of the Common Pleas, which event took place at Folkestone on Monday night, at half past nine o'clock. The learned Judge, who was appointed to the Chief Justiceship in 1829, had been for some time in bad health. Lord Chief Justice Tindal was the son of a respectable solicitor at Chelmsford, Essex, in 1776. He was, according to one account, the son of an attorney of Chelmsford. xyxy=(656,616,858,670)
review-text-continued: There are certain writers connected with this magazine who appear to be privileged to write nonsense, and among them, George Gilfillan stands pre-eminent. In an article on the writings of Sir Edward Bulwer Lytton, he thus speaks of Byron: Byron's mind, in itself essentially unspeculative, was forced upwards upon these rugged and dangerous fears of thought, where he has gathered the rarest of his beauties, by following with direct, by anxious solicitude of his late contemporaries, and above all, by the pale head of his misery, sinking to his heights and depths in his nature as Ignatius, which were previously unknown and unsurpassed, and bedazzling him around through their gains and shadowy regions. xyxy=(228,357,430,434)
news-text-continued: On Friday evening, an accident occurred to a man named Joseph Jones, who was engaged in the repair of a building, when he fell from a height of forty feet. xyxy=(1084,437,1285,461)
review-heading: TAIT'S EDINBURGH MAGAZINE, July. Edinburgh: Tait, Princes-street; London: Simpkin and Marshall. xyxy=(14,420,216,435)
news-text-continued: A man and wife, named Brotherton, who had been carousing together on Saturday night at various public houses, and afterwards walked the streets till daylight, repaired to the water side. xyxy=(870,487,1072,510)
review-text-continued: There are certain writers connected with this magazine who appear to be privileged to write nonsense, and among them, George Gilfillan stands pre-eminent. In an article on the writings of Sir Edward Bulwer Lytton, he thus speaks of Byron: Byron's mind, in itself essentially unspeculative, was forced upwards upon these rugged and dangerous fears of thought, where he has gathered the rarest of his beauties, by following with direct, by anxious solicitude of his late contemporaries, and above all, by the pale head of his misery, sinking to his heights and depths in his nature as Ignatius, which were previously unknown and unsurpassed, and bedazzling him around through their gains and shadowy regions. xyxy=(14,515,216,591)
issue-date: July 11, 1846. xyxy=(14,19,127,35)
